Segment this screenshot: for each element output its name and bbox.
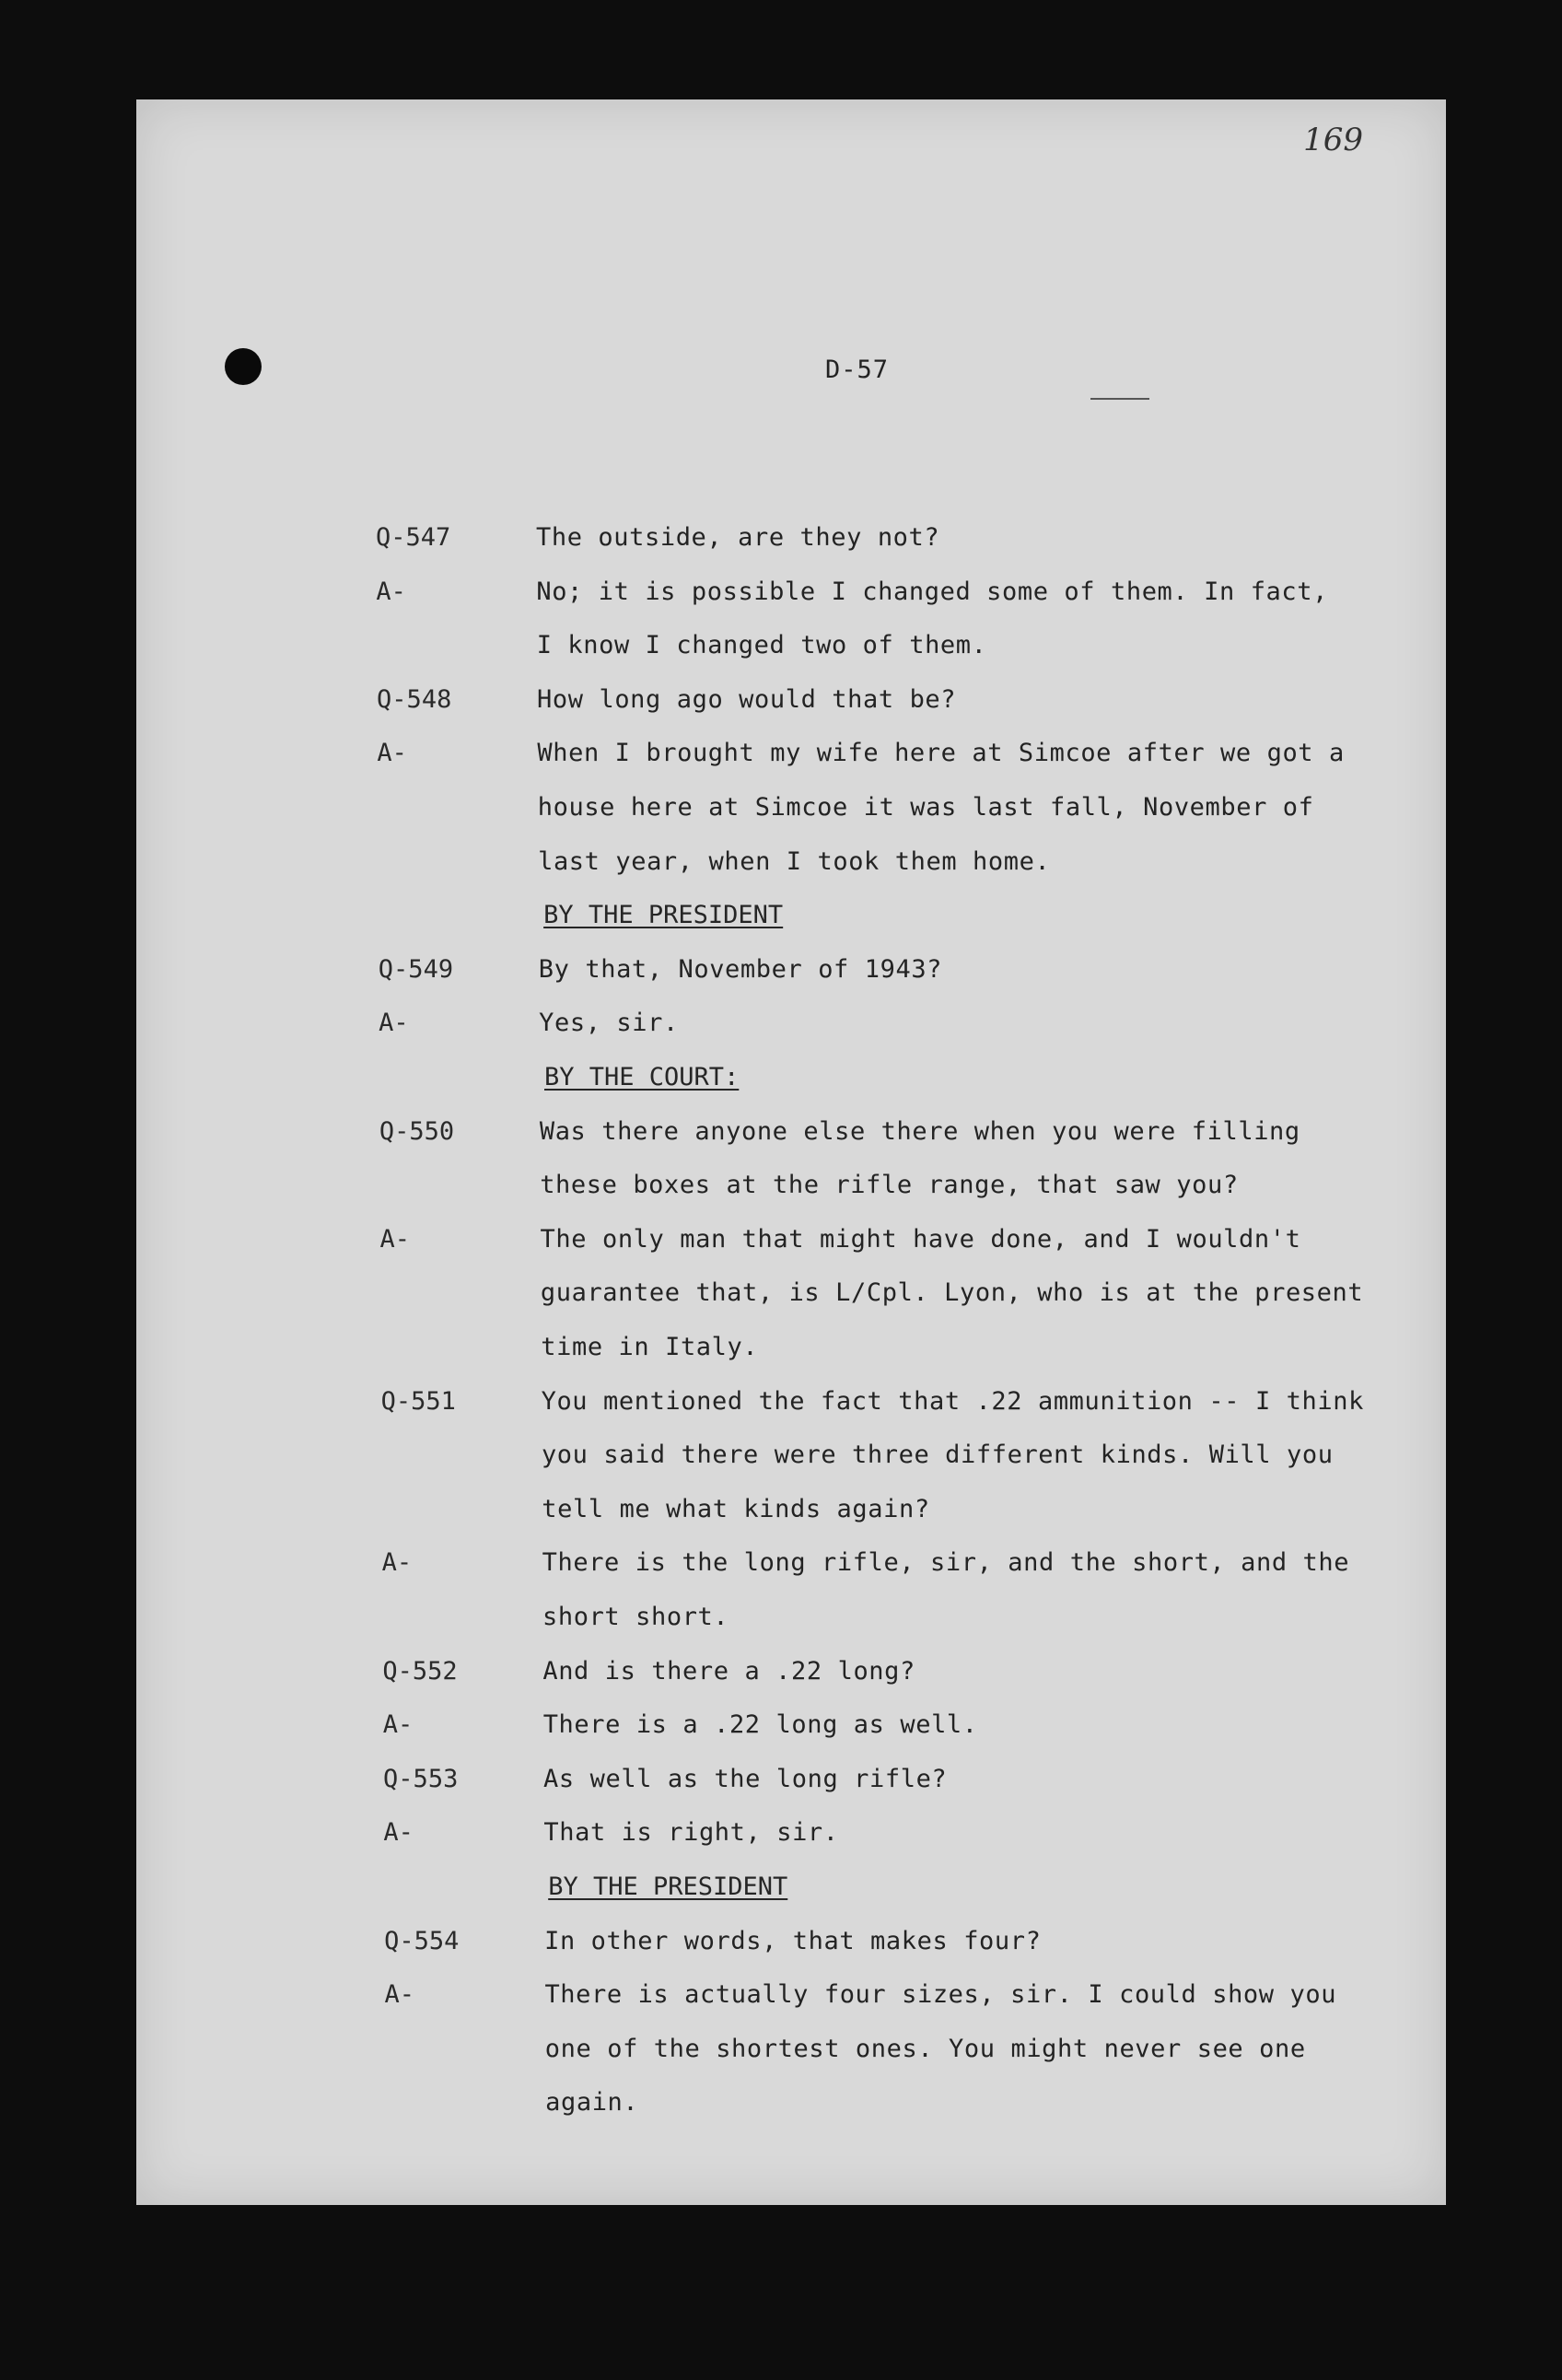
answer-text-line: again. [545,2088,639,2118]
section-heading: BY THE COURT: [544,1063,740,1091]
section-heading: BY THE PRESIDENT [543,901,784,930]
question-text-line: You mentioned the fact that .22 ammunition -- I think [541,1386,1364,1416]
answer-label: A- [376,577,406,606]
section-heading: BY THE PRESIDENT [548,1872,788,1901]
answer-text-line: There is the long rifle, sir, and the short, and the [542,1548,1350,1578]
question-label: Q-549 [378,954,454,984]
question-text-line: How long ago would that be? [537,684,957,714]
question-text-line: tell me what kinds again? [542,1494,930,1523]
question-text-line: you said there were three different kinds. Will you [541,1441,1334,1470]
question-text-line: Was there anyone else there when you were filling [539,1116,1300,1146]
question-label: Q-552 [382,1656,458,1686]
answer-text-line: short short. [542,1603,729,1631]
answer-label: A- [381,1548,413,1578]
page-mark: 169 [1303,122,1363,158]
question-text-line: As well as the long rifle? [543,1764,948,1793]
answer-text-line: Yes, sir. [539,1009,679,1038]
question-text-line: By that, November of 1943? [538,954,943,984]
answer-label: A- [377,739,407,768]
answer-text-line: That is right, sir. [543,1818,839,1848]
question-label: Q-554 [384,1926,460,1955]
question-label: Q-553 [383,1764,459,1793]
question-text-line: And is there a .22 long? [542,1656,915,1686]
answer-label: A- [379,1224,411,1254]
answer-label: A- [382,1710,414,1740]
answer-label: A- [383,1818,414,1848]
question-label: Q-547 [376,523,451,552]
answer-text-line: The only man that might have done, and I wouldn't [540,1224,1301,1254]
answer-text-line: There is a .22 long as well. [542,1710,978,1740]
answer-label: A- [379,1009,409,1038]
question-text-line: The outside, are they not? [536,523,940,552]
question-label: Q-551 [380,1386,456,1416]
question-label: Q-548 [377,684,452,714]
answer-label: A- [384,1980,414,2010]
document-page [136,99,1446,2205]
page-heading: D-57 [825,356,890,384]
answer-text-line: There is actually four sizes, sir. I could show you [544,1980,1337,2010]
answer-text-line: I know I changed two of them. [536,631,987,660]
answer-text-line: No; it is possible I changed some of them. In fact, [536,577,1328,606]
answer-text-line: last year, when I took them home. [538,846,1051,876]
answer-text-line: When I brought my wife here at Simcoe after we got a [537,739,1345,768]
transcript [136,99,1446,2205]
question-text-line: In other words, that makes four? [544,1926,1042,1955]
answer-text-line: one of the shortest ones. You might never see one [544,2034,1306,2063]
answer-text-line: house here at Simcoe it was last fall, November of [537,793,1314,822]
answer-text-line: time in Italy. [541,1333,759,1361]
answer-text-line: guarantee that, is L/Cpl. Lyon, who is at the present [540,1278,1364,1308]
question-label: Q-550 [379,1116,455,1146]
question-text-line: these boxes at the rifle range, that saw you? [540,1171,1239,1200]
